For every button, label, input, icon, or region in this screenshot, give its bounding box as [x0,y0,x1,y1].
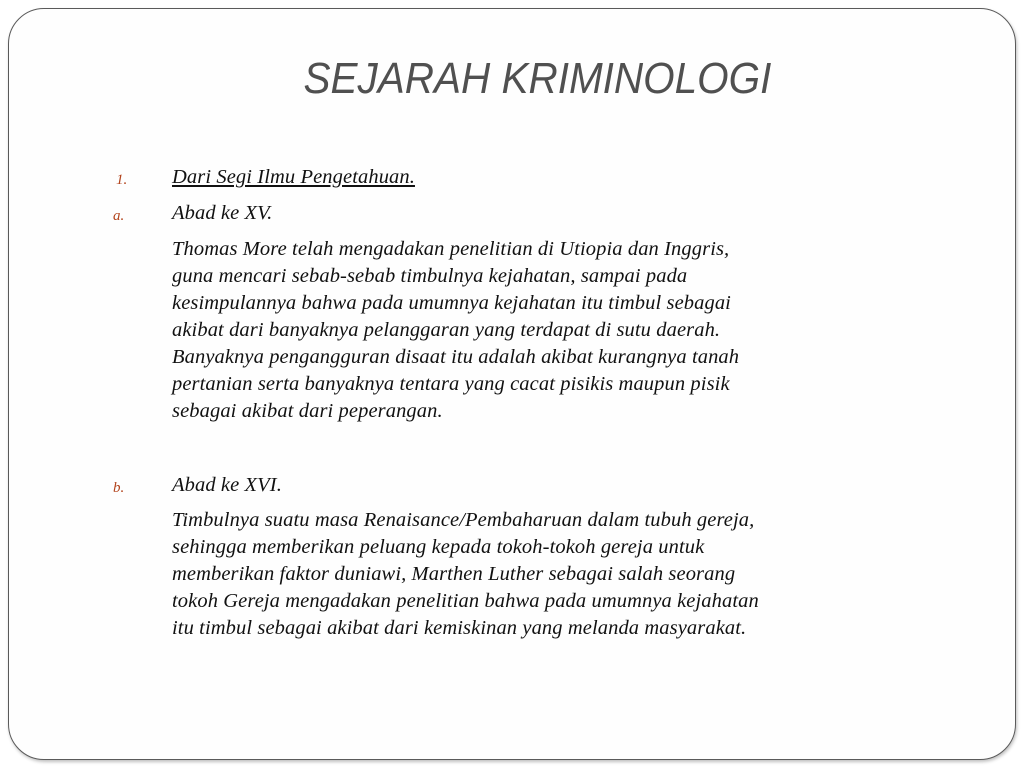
list-marker-b: b. [113,480,125,496]
item-a-text-line: Banyaknya pengangguran disaat itu adalah akibat kurangnya tanah [172,346,740,368]
item-b-text-line: memberikan faktor duniawi, Marthen Luther sebagai salah seorang [172,563,736,585]
item-a-text-line: pertanian serta banyaknya tentara yang cacat pisikis maupun pisik [172,373,730,395]
item-a-label: Abad ke XV. [172,202,273,224]
item-b-text-line: itu timbul sebagai akibat dari kemiskinan yang melanda masyarakat. [172,617,747,639]
item-b-text-line: sehingga memberikan peluang kepada tokoh-tokoh gereja untuk [172,536,705,558]
item-a-text-line: sebagai akibat dari peperangan. [172,400,443,422]
item-b-text-line: tokoh Gereja mengadakan penelitian bahwa pada umumnya kejahatan [172,590,759,612]
item-a-text-line: kesimpulannya bahwa pada umumnya kejahatan itu timbul sebagai [172,292,731,314]
item-a-text-line: guna mencari sebab-sebab timbulnya kejahatan, sampai pada [172,265,688,287]
item-a-text-line: Thomas More telah mengadakan penelitian di Utiopia dan Inggris, [172,238,730,260]
item-b-text-line: Timbulnya suatu masa Renaisance/Pembaharuan dalam tubuh gereja, [172,509,755,531]
list-marker-a: a. [113,208,125,224]
item-b-label: Abad ke XVI. [172,474,282,496]
item-a-text-line: akibat dari banyaknya pelanggaran yang terdapat di sutu daerah. [172,319,721,341]
list-marker-1: 1. [116,172,128,188]
section-heading: Dari Segi Ilmu Pengetahuan. [172,166,415,188]
slide-title: SEJARAH KRIMINOLOGI [303,54,772,103]
